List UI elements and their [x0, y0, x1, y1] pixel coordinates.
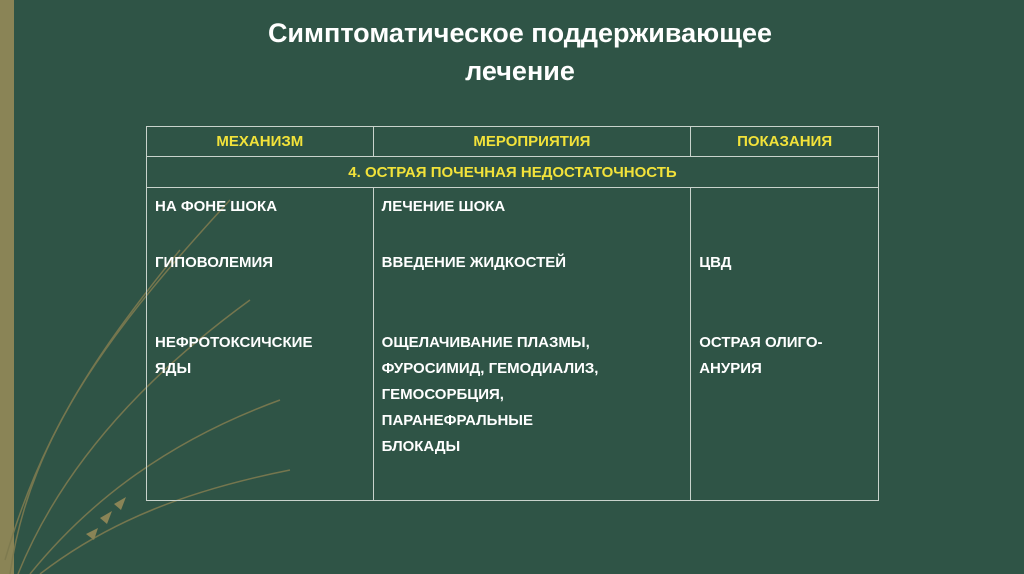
- mechanism-item-3: НЕФРОТОКСИЧСКИЕ ЯДЫ: [155, 334, 313, 377]
- left-accent-strip: [0, 0, 14, 574]
- table-header-row: [147, 127, 879, 157]
- mechanism-cell: [147, 188, 374, 501]
- indications-item-2: ЦВД: [699, 254, 732, 271]
- section-row: [147, 157, 879, 188]
- mechanism-item-2: ГИПОВОЛЕМИЯ: [155, 254, 274, 271]
- header-indications: ПОКАЗАНИЯ: [691, 127, 879, 157]
- slide-title-line-2: лечение: [465, 56, 575, 86]
- measures-cell: [373, 188, 691, 501]
- header-measures: МЕРОПРИЯТИЯ: [373, 127, 691, 157]
- header-mechanism: МЕХАНИЗМ: [147, 127, 374, 157]
- treatment-table: [146, 126, 879, 501]
- measures-item-2: ВВЕДЕНИЕ ЖИДКОСТЕЙ: [381, 254, 567, 271]
- measures-item-1: ЛЕЧЕНИЕ ШОКА: [381, 198, 506, 215]
- slide-title-line-1: Симптоматическое поддерживающее: [267, 18, 773, 48]
- measures-item-3: ОЩЕЛАЧИВАНИЕ ПЛАЗМЫ, ФУРОСИМИД, ГЕМОДИАЛИЗ, ГЕМОСОРБЦИЯ, ПАРАНЕФРАЛЬНЫЕ БЛОКАДЫ: [381, 334, 599, 455]
- indications-cell: [691, 188, 879, 501]
- mechanism-item-1: НА ФОНЕ ШОКА: [155, 198, 278, 215]
- slide-title: [150, 14, 890, 90]
- section-title: 4. ОСТРАЯ ПОЧЕЧНАЯ НЕДОСТАТОЧНОСТЬ: [147, 157, 879, 188]
- table-row: [147, 188, 879, 501]
- indications-item-3: ОСТРАЯ ОЛИГО- АНУРИЯ: [699, 334, 823, 377]
